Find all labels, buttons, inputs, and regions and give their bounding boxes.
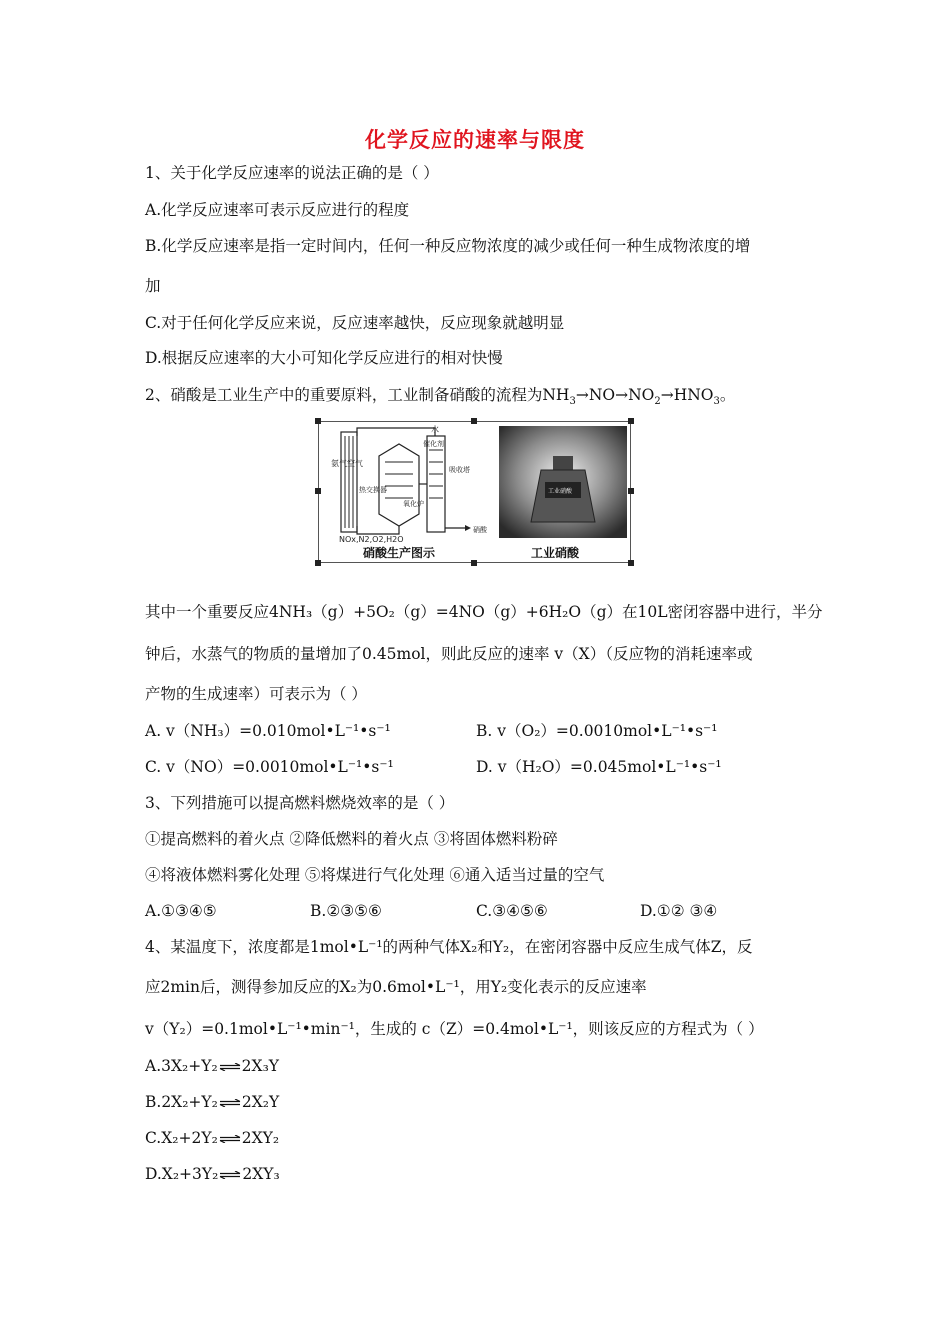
q2-option-a: A. v（NH₃）=0.010mol•L⁻¹•s⁻¹: [145, 722, 391, 740]
q1-option-a: A.化学反应速率可表示反应进行的程度: [145, 201, 410, 219]
q4-option-d-left: D.X₂+3Y₂: [145, 1165, 219, 1183]
equilibrium-arrow-icon: [219, 1099, 241, 1107]
resize-handle-bottom-right[interactable]: [628, 560, 634, 566]
resize-handle-bottom-left[interactable]: [315, 560, 321, 566]
q4-stem-line1: 4、某温度下，浓度都是1mol•L⁻¹的两种气体X₂和Y₂，在密闭容器中反应生成气体Z，反: [145, 938, 753, 956]
q3-stem: 3、下列措施可以提高燃料燃烧效率的是（ ）: [145, 794, 455, 812]
q2-stem-part-d: 。: [719, 386, 736, 404]
q2-body-line1: 其中一个重要反应4NH₃（g）+5O₂（g）=4NO（g）+6H₂O（g）在10L密闭容器中进行，半分: [145, 603, 823, 621]
q2-option-b: B. v（O₂）=0.0010mol•L⁻¹•s⁻¹: [476, 722, 718, 740]
q2-option-d: D. v（H₂O）=0.045mol•L⁻¹•s⁻¹: [476, 758, 722, 776]
q2-option-c: C. v（NO）=0.0010mol•L⁻¹•s⁻¹: [145, 758, 394, 776]
q3-option-b: B.②③⑤⑥: [310, 902, 382, 920]
label-exchanger: 热交换器: [359, 486, 387, 494]
q4-option-d: [145, 1164, 280, 1184]
resize-handle-top-middle[interactable]: [471, 418, 477, 424]
q2-body-line2: 钟后，水蒸气的物质的量增加了0.45mol，则此反应的速率 v（X）（反应物的消耗速率或: [145, 645, 753, 663]
q2-stem: 2、硝酸是工业生产中的重要原料，工业制备硝酸的流程为$NH_3\to NO\to NO_2\to HNO_3$。: [145, 386, 736, 408]
q4-option-d-right: 2XY₃: [242, 1165, 280, 1183]
label-absorber: 吸收塔: [449, 466, 470, 474]
q3-option-d: D.①② ③④: [640, 902, 718, 920]
label-acid-out: 硝酸: [473, 526, 487, 534]
label-catalyst: 催化剂: [423, 440, 444, 448]
q1-option-b-line1: B.化学反应速率是指一定时间内，任何一种反应物浓度的减少或任何一种生成物浓度的增: [145, 237, 751, 255]
q2-stem-part-c: →HNO: [660, 386, 714, 404]
q4-stem-line2: 应2min后，测得参加反应的X₂为0.6mol•L⁻¹，用Y₂变化表示的反应速率: [145, 978, 647, 996]
q4-option-b-left: B.2X₂+Y₂: [145, 1093, 218, 1111]
q2-stem-part-b: →NO→NO: [575, 386, 655, 404]
figure-drawing: [319, 422, 630, 562]
q4-option-a: [145, 1056, 279, 1076]
label-air: 氨气空气: [331, 459, 363, 468]
q4-option-b: [145, 1092, 279, 1112]
label-water: 水: [431, 425, 439, 434]
page-title: 化学反应的速率与限度: [365, 128, 585, 152]
q4-option-c-right: 2XY₂: [241, 1129, 280, 1147]
q3-measures-line2: ④将液体燃料雾化处理 ⑤将煤进行气化处理 ⑥通入适当过量的空气: [145, 866, 605, 884]
q4-option-a-left: A.3X₂+Y₂: [145, 1057, 218, 1075]
q4-stem-line3: v（Y₂）=0.1mol•L⁻¹•min⁻¹，生成的 c（Z）=0.4mol•L⁻¹，则该反应的方程式为（ ）: [145, 1020, 764, 1038]
nitric-acid-figure[interactable]: [318, 421, 631, 563]
label-gas-mixture: NOx,N2,O2,H2O: [339, 535, 404, 544]
q3-measures-line1: ①提高燃料的着火点 ②降低燃料的着火点 ③将固体燃料粉碎: [145, 830, 558, 848]
q4-option-c: [145, 1128, 279, 1148]
q1-option-c: C.对于任何化学反应来说，反应速率越快，反应现象就越明显: [145, 314, 565, 332]
q4-option-a-right: 2X₃Y: [241, 1057, 280, 1075]
right-caption: 工业硝酸: [531, 546, 580, 560]
q1-option-b-line2: 加: [145, 277, 161, 295]
resize-handle-top-right[interactable]: [628, 418, 634, 424]
resize-handle-bottom-middle[interactable]: [471, 560, 477, 566]
equilibrium-arrow-icon: [219, 1171, 241, 1179]
q1-stem: 1、关于化学反应速率的说法正确的是（ ）: [145, 164, 439, 182]
q1-option-d: D.根据反应速率的大小可知化学反应进行的相对快慢: [145, 349, 503, 367]
q3-option-a: A.①③④⑤: [145, 902, 217, 920]
equilibrium-arrow-icon: [219, 1063, 241, 1071]
resize-handle-middle-left[interactable]: [315, 488, 321, 494]
resize-handle-middle-right[interactable]: [628, 488, 634, 494]
q4-option-c-left: C.X₂+2Y₂: [145, 1129, 218, 1147]
q2-stem-part-a: 2、硝酸是工业生产中的重要原料，工业制备硝酸的流程为NH: [145, 386, 570, 404]
q2-body-line3: 产物的生成速率）可表示为（ ）: [145, 685, 367, 703]
bottle-label: 工业硝酸: [548, 488, 573, 495]
label-furnace: 氧化炉: [403, 500, 424, 508]
q4-option-b-right: 2X₂Y: [241, 1093, 280, 1111]
equilibrium-arrow-icon: [219, 1135, 241, 1143]
q3-option-c: C.③④⑤⑥: [476, 902, 548, 920]
left-caption: 硝酸生产图示: [363, 546, 436, 560]
resize-handle-top-left[interactable]: [315, 418, 321, 424]
